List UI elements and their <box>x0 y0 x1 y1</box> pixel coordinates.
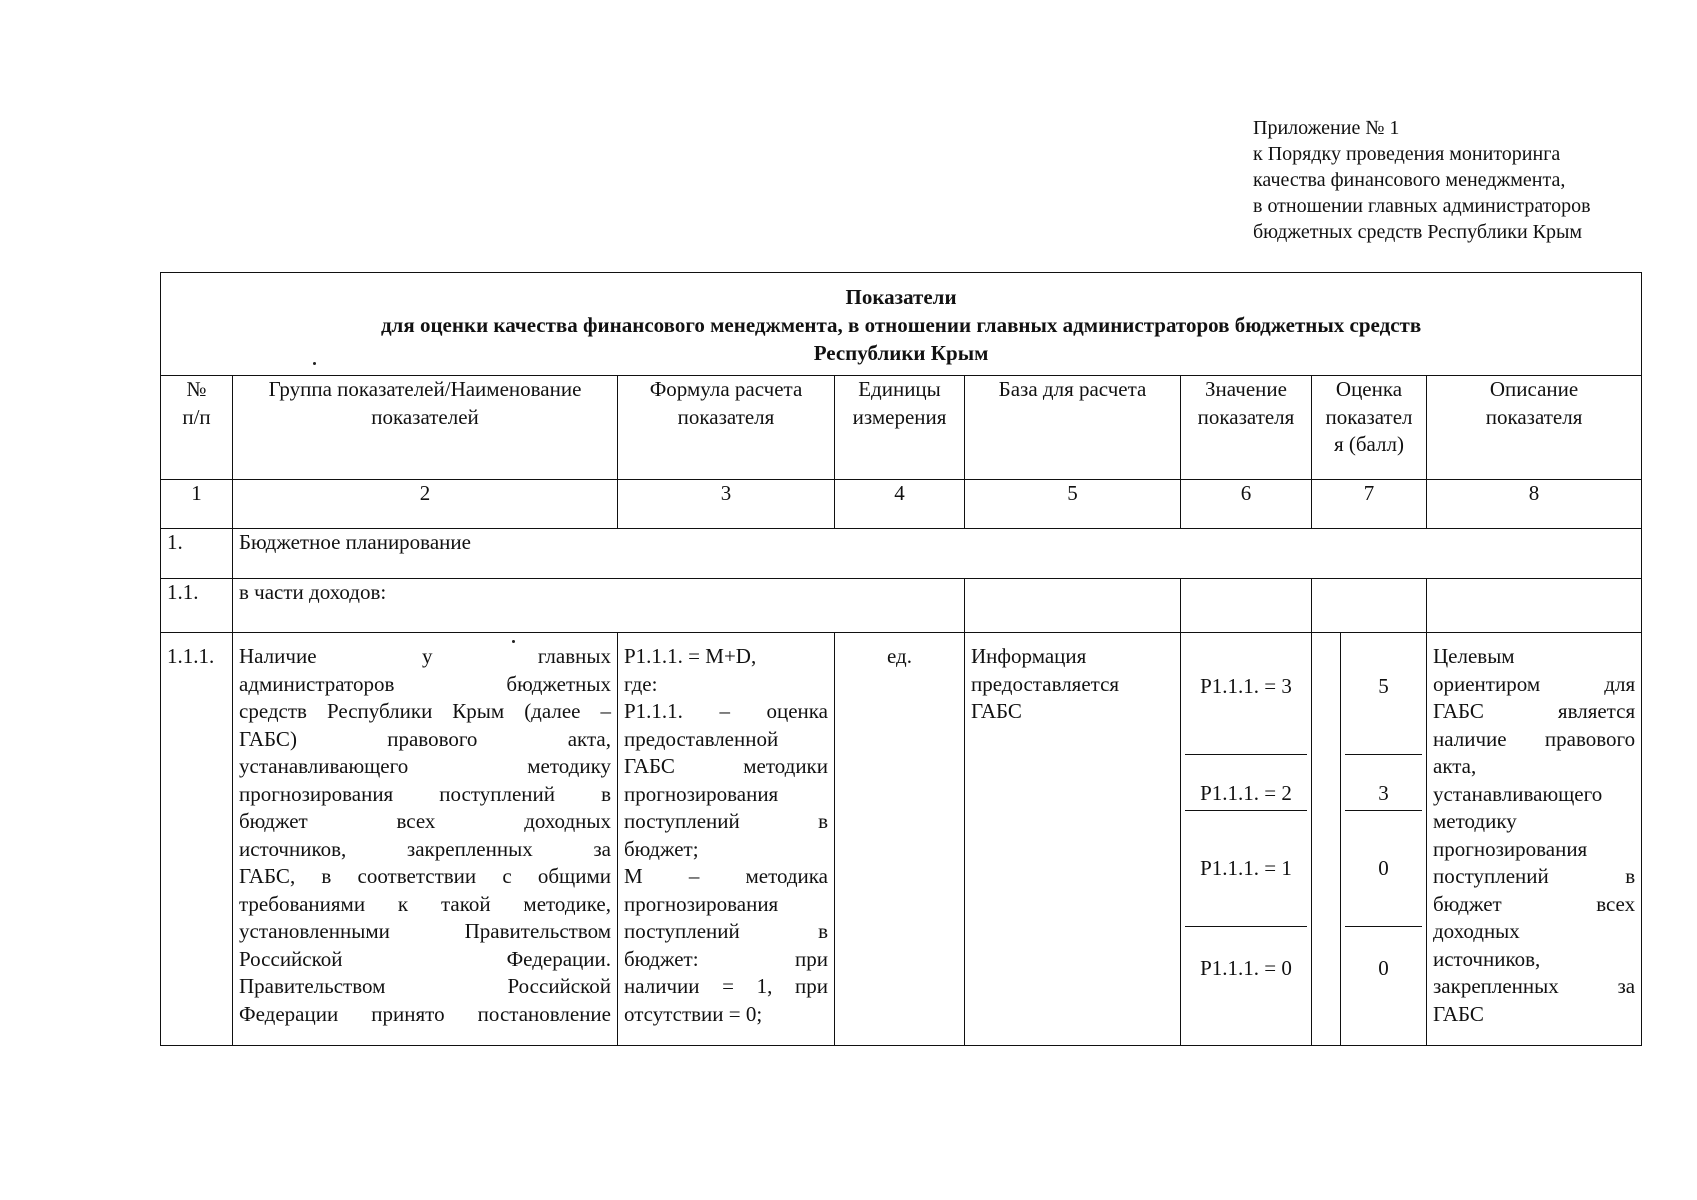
text-line: Российской Федерации. <box>239 946 611 971</box>
text-line: Р1.1.1. = M+D, <box>624 644 757 668</box>
header-line: п/п <box>182 404 211 429</box>
indicator-name <box>233 633 618 1046</box>
column-number: 8 <box>1427 480 1642 529</box>
indicators-table <box>160 272 1642 1046</box>
column-number: 7 <box>1312 480 1427 529</box>
header-line: Оценка <box>1335 377 1403 401</box>
text-line: ориентиром для <box>1433 671 1636 696</box>
subsection-row <box>161 579 1642 633</box>
header-col-units <box>835 376 965 480</box>
text-line: бюджет; <box>624 836 699 861</box>
text-line: бюджет всех <box>1433 891 1636 916</box>
empty-cell <box>965 579 1181 633</box>
table-title-row <box>161 273 1642 376</box>
section-number: 1. <box>161 529 233 579</box>
score-cell: 0 <box>1345 811 1422 928</box>
text-line: ГАБС, в соответствии с общими <box>239 864 611 888</box>
text-line: доходных <box>1433 919 1520 943</box>
table-row <box>161 633 1642 1046</box>
text-line: бюджет: при <box>624 946 828 971</box>
appendix-line: бюджетных средств Республики Крым <box>1253 221 1583 243</box>
unit: ед. <box>835 633 965 1046</box>
header-line: я (балл) <box>1333 432 1405 456</box>
text-line: Федерации принято постановление <box>239 1001 611 1026</box>
appendix-line: Приложение № 1 <box>1253 117 1400 139</box>
header-line: показателя <box>1485 404 1583 429</box>
text-line: где: <box>624 671 658 696</box>
value-cell: Р1.1.1. = 1 <box>1185 811 1307 928</box>
appendix-line: в отношении главных администраторов <box>1253 195 1591 217</box>
header-line: Формула расчета <box>649 377 803 401</box>
header-line: измерения <box>852 404 947 429</box>
score-cell: 3 <box>1345 755 1422 811</box>
text-line: ГАБС <box>1433 1001 1484 1026</box>
header-line: Значение <box>1205 377 1287 401</box>
header-col-value <box>1181 376 1312 480</box>
text-line: бюджет всех доходных <box>239 809 611 833</box>
text-line: акта, <box>1433 754 1477 778</box>
header-line: показател <box>1325 404 1413 429</box>
indicator-description <box>1427 633 1642 1046</box>
text-line: Правительством Российской <box>239 974 611 998</box>
appendix-line: к Порядку проведения мониторинга <box>1253 143 1561 165</box>
text-line: Р1.1.1. – оценка <box>624 699 828 723</box>
header-line: показателя <box>1197 404 1295 429</box>
indicator-scores <box>1312 633 1427 1046</box>
header-line: показателей <box>371 404 479 429</box>
header-line: База для расчета <box>998 377 1147 401</box>
text-line: устанавливающего <box>1433 781 1603 806</box>
text-line: устанавливающего методику <box>239 754 611 778</box>
text-line: предоставляется <box>971 671 1120 696</box>
text-line: наличие правового <box>1433 726 1636 751</box>
header-col-description <box>1427 376 1642 480</box>
text-line: прогнозирования поступлений в <box>239 781 611 806</box>
value-cell: Р1.1.1. = 0 <box>1200 956 1292 981</box>
column-numbers-row <box>161 480 1642 529</box>
table-title <box>161 273 1642 376</box>
text-line: поступлений в <box>1433 864 1636 888</box>
text-line: поступлений в <box>624 809 828 833</box>
text-line: закрепленных за <box>1433 974 1636 998</box>
column-number: 4 <box>835 480 965 529</box>
header-row <box>161 376 1642 480</box>
empty-cell <box>1181 579 1312 633</box>
column-number: 2 <box>233 480 618 529</box>
text-line: прогнозирования <box>624 891 779 916</box>
text-line: источников, <box>1433 946 1541 971</box>
column-number: 3 <box>618 480 835 529</box>
value-cell: Р1.1.1. = 2 <box>1185 755 1307 811</box>
header-line: показателя <box>677 404 775 429</box>
subsection-number: 1.1. <box>161 579 233 633</box>
score-cell: 5 <box>1345 633 1422 755</box>
header-col-score <box>1312 376 1427 480</box>
score-cell: 0 <box>1378 956 1389 981</box>
text-line: прогнозирования <box>624 781 779 806</box>
text-line: требованиями к такой методике, <box>239 891 611 916</box>
header-col-number <box>161 376 233 480</box>
text-line: администраторов бюджетных <box>239 671 611 696</box>
text-line: средств Республики Крым (далее – <box>239 699 611 723</box>
section-label: Бюджетное планирование <box>233 529 1642 579</box>
header-col-base <box>965 376 1181 480</box>
text-line: методику <box>1433 809 1517 833</box>
header-line: № <box>186 377 207 401</box>
header-col-formula <box>618 376 835 480</box>
text-line: установленными Правительством <box>239 919 611 943</box>
header-line: Группа показателей/Наименование <box>268 377 582 401</box>
value-cell: Р1.1.1. = 3 <box>1185 633 1307 755</box>
text-line: Целевым <box>1433 644 1515 668</box>
column-number: 1 <box>161 480 233 529</box>
header-line: Единицы <box>858 377 941 401</box>
appendix-header <box>1253 115 1653 245</box>
title-line: для оценки качества финансового менеджмента, в отношении главных администраторов бюджетных средств <box>380 313 1422 337</box>
title-line: Показатели <box>845 285 957 309</box>
text-line: ГАБС является <box>1433 699 1636 723</box>
indicator-values <box>1181 633 1312 1046</box>
calculation-base <box>965 633 1181 1046</box>
text-line: отсутствии = 0; <box>624 1001 763 1026</box>
column-number: 6 <box>1181 480 1312 529</box>
text-line: ГАБС <box>971 699 1022 723</box>
text-line: Наличие у главных <box>239 644 611 668</box>
text-line: поступлений в <box>624 919 828 943</box>
text-line: Информация <box>971 644 1087 668</box>
column-number: 5 <box>965 480 1181 529</box>
row-number: 1.1.1. <box>161 633 233 1046</box>
text-line: наличии = 1, при <box>624 974 828 998</box>
subsection-label: в части доходов: <box>233 579 965 633</box>
header-col-group <box>233 376 618 480</box>
text-line: прогнозирования <box>1433 836 1588 861</box>
title-line: Республики Крым <box>813 341 989 365</box>
text-line: ГАБС) правового акта, <box>239 726 611 751</box>
empty-cell <box>1312 579 1427 633</box>
text-line: M – методика <box>624 864 828 888</box>
text-line: предоставленной <box>624 726 779 751</box>
text-line: ГАБС методики <box>624 754 828 778</box>
appendix-line: качества финансового менеджмента, <box>1253 169 1566 191</box>
empty-cell <box>1427 579 1642 633</box>
header-line: Описание <box>1489 377 1579 401</box>
section-row <box>161 529 1642 579</box>
formula <box>618 633 835 1046</box>
text-line: источников, закрепленных за <box>239 836 611 861</box>
